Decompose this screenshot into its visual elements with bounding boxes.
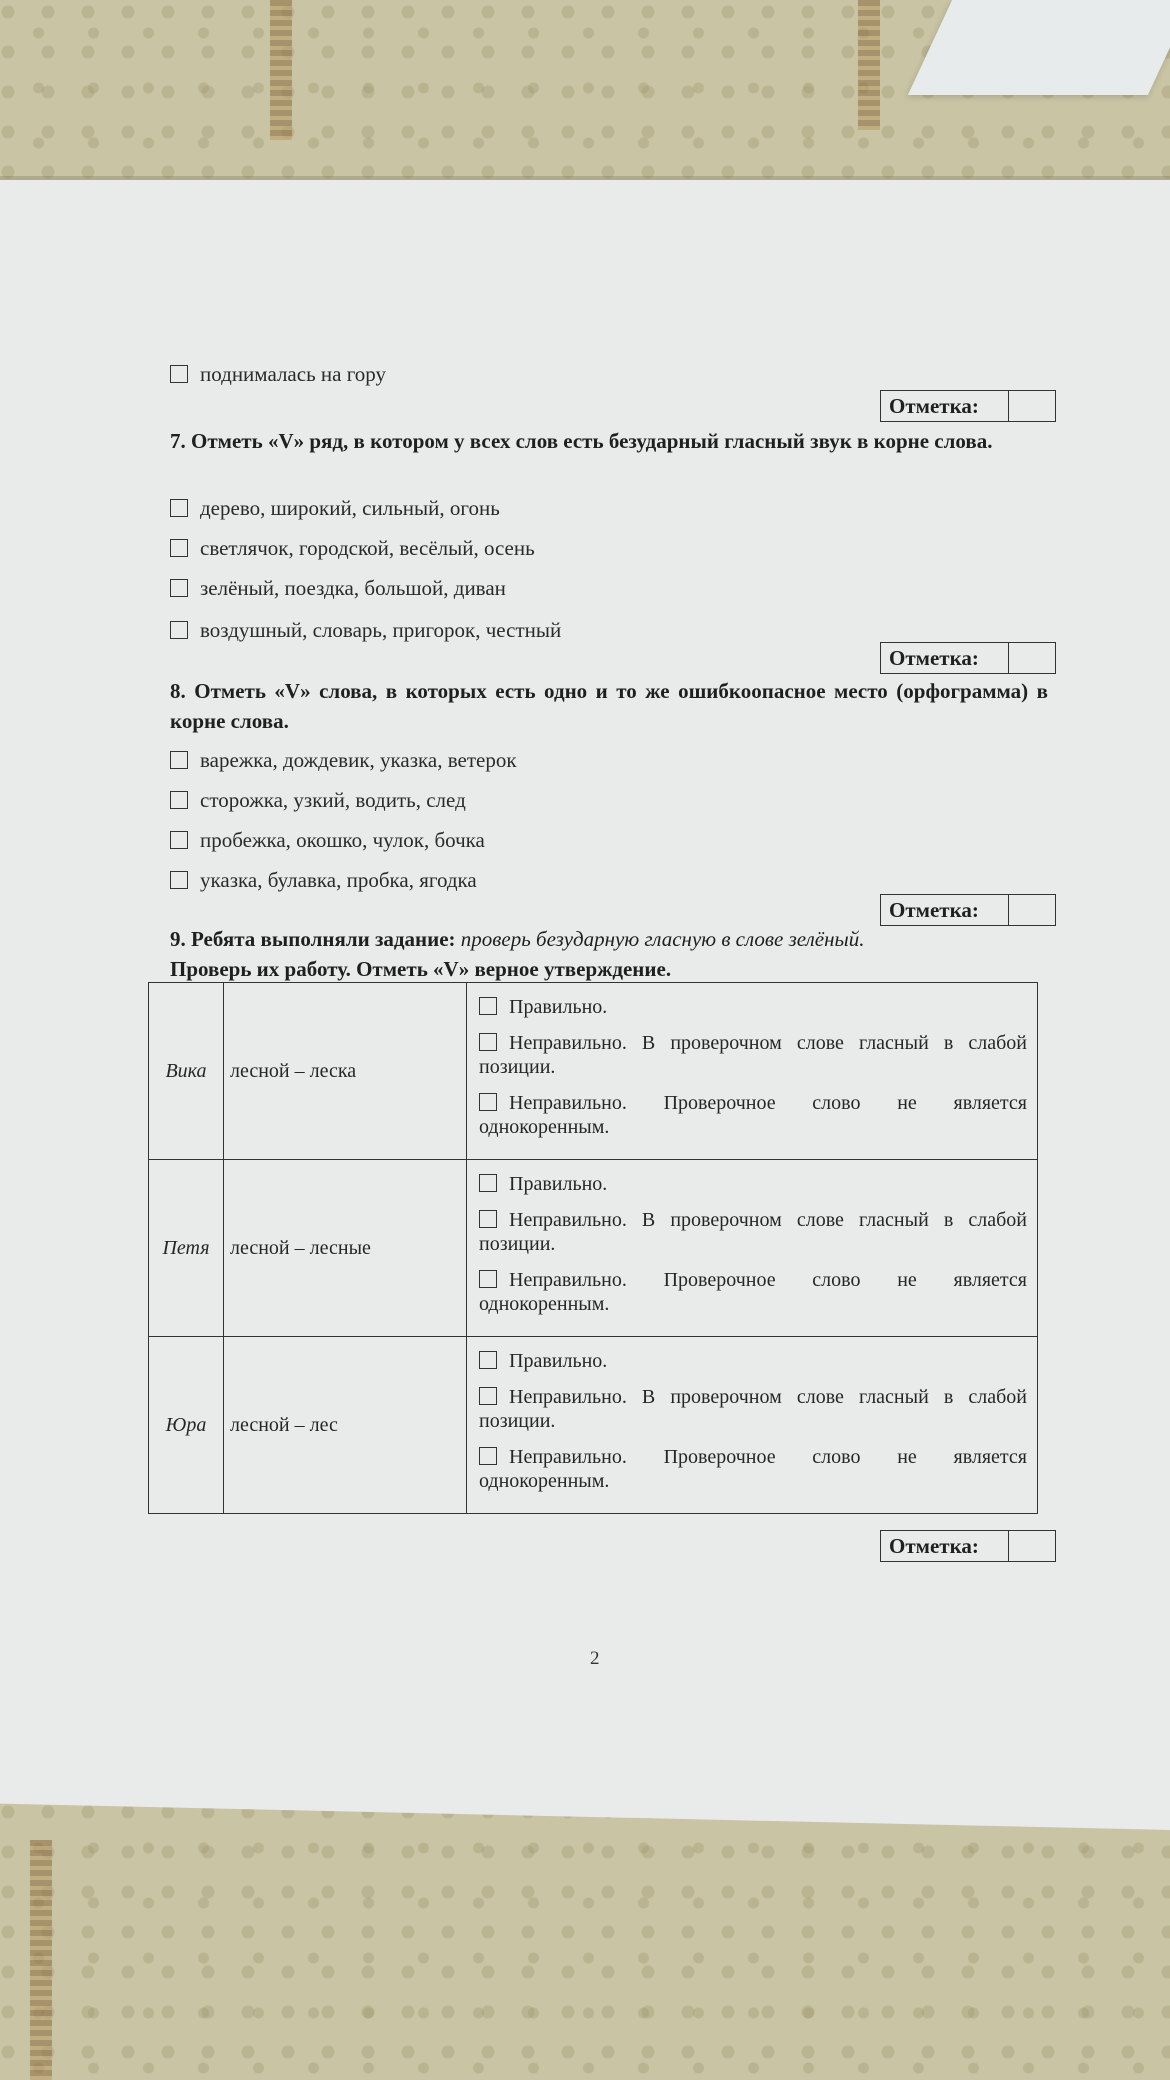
q7-option[interactable]: воздушный, словарь, пригорок, честный — [170, 618, 561, 643]
checkbox[interactable] — [479, 1270, 497, 1288]
q9-instruction: Проверь их работу. Отметь «V» верное утверждение. — [170, 957, 672, 981]
checkbox[interactable] — [170, 621, 188, 639]
table-row — [149, 1160, 1038, 1337]
carpet-stripe — [270, 0, 292, 140]
answer-options — [467, 1160, 1038, 1337]
checkbox[interactable] — [479, 1210, 497, 1228]
table-row — [149, 1337, 1038, 1514]
question-7: 7. Отметь «V» ряд, в котором у всех слов есть безударный гласный звук в корне слова. — [170, 429, 993, 453]
answer-option[interactable]: Неправильно. Проверочное слово не является однокоренным. — [479, 1446, 1027, 1492]
checkbox[interactable] — [170, 365, 188, 383]
q8-option[interactable]: сторожка, узкий, водить, след — [170, 788, 466, 813]
q7-option[interactable]: светлячок, городской, весёлый, осень — [170, 536, 535, 561]
q7-option[interactable]: дерево, широкий, сильный, огонь — [170, 496, 500, 521]
answer-options — [467, 983, 1038, 1160]
checkbox[interactable] — [479, 1033, 497, 1051]
checkbox[interactable] — [479, 1387, 497, 1405]
answer-option[interactable]: Правильно. — [479, 1349, 1027, 1373]
answer-option[interactable]: Правильно. — [479, 995, 1027, 1019]
answer-option[interactable]: Неправильно. Проверочное слово не является однокоренным. — [479, 1269, 1027, 1315]
checkbox[interactable] — [479, 1351, 497, 1369]
student-name: Юра — [149, 1337, 224, 1514]
student-name: Петя — [149, 1160, 224, 1337]
checkbox[interactable] — [479, 997, 497, 1015]
checkbox[interactable] — [170, 579, 188, 597]
paper-corner — [908, 0, 1170, 95]
answer-option[interactable]: Неправильно. В проверочном слове гласный в слабой позиции. — [479, 1032, 1027, 1078]
answer-option[interactable]: Неправильно. Проверочное слово не является однокоренным. — [479, 1092, 1027, 1138]
grade-cell[interactable] — [1008, 1531, 1055, 1561]
checkbox[interactable] — [170, 499, 188, 517]
student-name: Вика — [149, 983, 224, 1160]
word-pair: лесной – лесные — [224, 1160, 467, 1337]
checkbox[interactable] — [479, 1447, 497, 1465]
grade-cell[interactable] — [1008, 391, 1055, 421]
answer-options — [467, 1337, 1038, 1514]
answers-table — [148, 982, 1038, 1514]
checkbox[interactable] — [170, 831, 188, 849]
question-8: 8. Отметь «V» слова, в которых есть одно и то же ошибкоопасное место (орфограмма) в корне слова. — [170, 679, 1048, 733]
checkbox[interactable] — [479, 1174, 497, 1192]
mark-box-7: Отметка: — [880, 642, 1056, 674]
word-pair: лесной – лес — [224, 1337, 467, 1514]
checkbox[interactable] — [170, 871, 188, 889]
q8-option[interactable]: указка, булавка, пробка, ягодка — [170, 868, 477, 893]
checkbox[interactable] — [479, 1093, 497, 1111]
q9-prefix: 9. Ребята выполняли задание: — [170, 927, 456, 951]
answer-option[interactable]: Правильно. — [479, 1172, 1027, 1196]
mark-box-6: Отметка: — [880, 390, 1056, 422]
word-pair: лесной – леска — [224, 983, 467, 1160]
page-number: 2 — [590, 1648, 600, 1669]
answer-option[interactable]: Неправильно. В проверочном слове гласный в слабой позиции. — [479, 1386, 1027, 1432]
q8-option[interactable]: пробежка, окошко, чулок, бочка — [170, 828, 485, 853]
q8-option[interactable]: варежка, дождевик, указка, ветерок — [170, 748, 517, 773]
mark-box-9: Отметка: — [880, 1530, 1056, 1562]
carpet-stripe — [858, 0, 880, 130]
q9-task: проверь безударную гласную в слове зелёный. — [460, 927, 865, 951]
checkbox[interactable] — [170, 539, 188, 557]
carpet-stripe — [30, 1840, 52, 2080]
question-9 — [170, 924, 1048, 984]
grade-cell[interactable] — [1008, 895, 1055, 925]
grade-cell[interactable] — [1008, 643, 1055, 673]
q7-option[interactable]: зелёный, поездка, большой, диван — [170, 576, 506, 601]
answer-option[interactable]: Неправильно. В проверочном слове гласный в слабой позиции. — [479, 1209, 1027, 1255]
mark-box-8: Отметка: — [880, 894, 1056, 926]
checkbox[interactable] — [170, 751, 188, 769]
checkbox[interactable] — [170, 791, 188, 809]
table-row — [149, 983, 1038, 1160]
option-top[interactable]: поднималась на гору — [170, 362, 386, 387]
